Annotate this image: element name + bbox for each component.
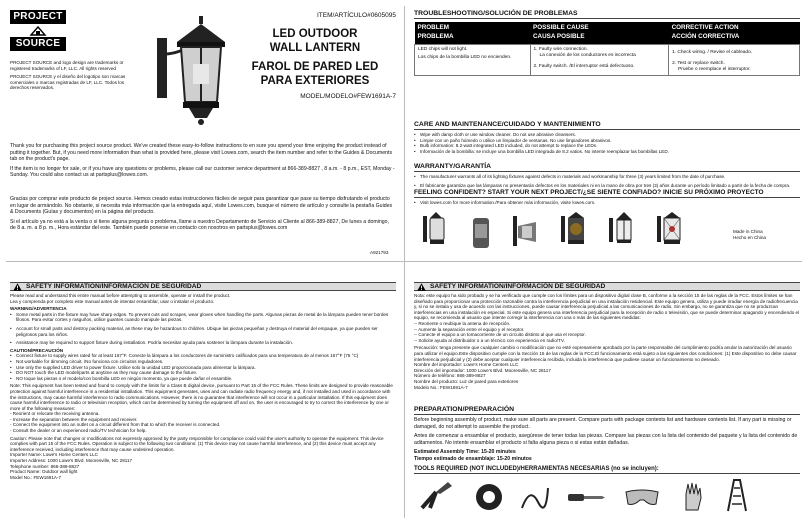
cause-cell xyxy=(530,44,669,76)
list-item xyxy=(414,149,800,155)
fcc-measure: - Connect the equipment into an outlet on a circuit different from that to which the receiver is connected. xyxy=(10,422,221,428)
screwdriver-icon xyxy=(566,482,606,512)
safety-left-body xyxy=(10,293,396,480)
importador-line: Modelo No.: FEW1691A-7 xyxy=(414,384,468,390)
safety-right-section xyxy=(414,282,800,390)
care-item-es-2: Información de la bombilla: se incluye una bombilla LED integrada de 8.2 vatios. No intente reemplazar las bombillas LED. xyxy=(420,148,669,154)
logo-line-1: PROJECT xyxy=(10,10,66,24)
fcc-medida: -- Solicite ayuda al distribuidor o a un técnico con experiencia en radio/TV. xyxy=(414,337,565,343)
warranty-title: WARRANTY/GARANTÍA xyxy=(414,163,800,172)
intro-english xyxy=(10,143,396,182)
next-project-section xyxy=(414,189,800,252)
preparation-es: Antes de comenzar a ensamblar el producto, asegúrese de tener todas las piezas. Compare las piezas con la lista del contenido del paquete y la lista del contenido de aditamentos. No intente ensamblar el producto si falta alguna pieza o si estas están dañadas. xyxy=(414,433,798,446)
importer-line: Product Name: Outdoor wall light xyxy=(10,469,78,475)
safety-glasses-icon xyxy=(622,482,662,512)
care-item-es-1: Limpie con un paño húmedo o utilice un limpiador de ventanas. No use limpiadores abrasivos. xyxy=(420,137,612,143)
tools-title: TOOLS REQUIRED (NOT INCLUDED)/HERRAMIENTAS NECESARIAS (no se incluyen): xyxy=(414,466,800,474)
preparation-body xyxy=(414,417,800,462)
related-product-lantern-1 xyxy=(422,210,450,252)
warning-icon xyxy=(417,283,426,291)
care-section xyxy=(414,121,800,154)
preparation-title: PREPARATION/PREPARACIÓN xyxy=(414,406,800,415)
assembly-time-es: Tiempo estimado de ensamblaje: 15-20 minutos xyxy=(414,455,532,462)
header-problem xyxy=(415,22,531,44)
warranty-en: • The manufacturer warrants all of its lighting fixtures against defects in materials and workmanship for three (3) years limited from the date of purchase. xyxy=(414,174,800,180)
safety-right-title: SAFETY INFORMATION/INFORMACIÓN DE SEGURIDAD xyxy=(430,283,606,290)
problem-en: LED chips will not light. xyxy=(418,46,468,52)
preparation-section xyxy=(414,406,800,512)
wire-stripper-icon xyxy=(418,478,458,512)
header-problem-es: PROBLEMA xyxy=(417,32,454,40)
header-cause xyxy=(530,22,669,44)
fcc-note-es: Nota: este equipo ha sido probado y se ha verificado que cumple con los límites para un dispositivo digital clase B, conforme a la sección 15 de las reglas de la FCC. Estos límites se han diseñado para proporcionar una protección razonable contra la interferencia perjudicial en una instalación residencial. Este equipo genera, utiliza y puede irradiar energía de radiofrecuencia y, si no se instala y usa de acuerdo con las instrucciones, puede causar interferencia perjudicial a las comunicaciones de radio. Sin embargo, no se garantiza que no se produzcan interferencias en una instalación en especial. Si este equipo genera una interferencia perjudicial para la recepción de radio o televisión, que se puede determinar apagando y encendiendo el equipo, se recomienda al usuario que intente corregir la interferencia con una o más de las siguientes medidas: xyxy=(414,293,800,321)
header-action xyxy=(669,22,800,44)
problem-cell xyxy=(415,44,531,76)
next-project-list xyxy=(414,200,800,206)
title-en-line-1: LED OUTDOOR xyxy=(272,28,358,41)
importador-line: Nombre del importador: Lowe's Home Centers LLC xyxy=(414,362,519,368)
fcc-measure: - Reorient or relocate the receiving antenna. xyxy=(10,411,100,417)
troubleshooting-title: TROUBLESHOOTING/SOLUCIÓN DE PROBLEMAS xyxy=(414,10,800,19)
header-problem-en: PROBLEM xyxy=(417,24,449,31)
fcc-medida: -- Reoriente o reubique la antena de recepción. xyxy=(414,320,511,326)
title-block xyxy=(234,12,396,102)
related-product-classic xyxy=(608,210,636,252)
wire-icon xyxy=(520,482,550,512)
origin-label xyxy=(733,229,766,240)
title-en xyxy=(234,28,396,55)
intro-es-paragraph-1: Gracias por comprar este producto de project source. Hemos creado estas instrucciones fáciles de seguir para garantizar que pase su tiempo disfrutando el producto en lugar de armándolo. No obstante, si necesita más información que la entregada aquí, visite Lowes.com, busque el número de artículo y consulte la pestaña Guides & Documents (Guías y documentos) en la página del producto. xyxy=(10,196,393,215)
made-in-en: Made in China xyxy=(733,229,763,234)
problem-es: Los chips de la bombilla LED no encienden. xyxy=(418,54,512,60)
related-product-ornate xyxy=(560,210,588,252)
list-item: • DO NOT touch the LED model/parts at anytime as they may cause damage to the fixture. xyxy=(10,370,396,376)
action-cell xyxy=(669,44,800,76)
safety-intro-en: Please read and understand this entire manual before attempting to assemble, operate or install the product. xyxy=(10,293,231,298)
list-item: • Connect fixture to supply wires rated for at least 167°F. Conecte la lámpara a los conductores de suministro calificados para una temperatura de al menos 167°F (75 °C) xyxy=(10,353,396,359)
trademark-notice xyxy=(10,60,132,91)
list-item: • Account for small parts and destroy packing material, as these may be hazardous to children. Ubique las piezas pequeñas y destruya el material del empaque, ya que pueden ser peligrosos para los niños. xyxy=(10,326,396,337)
logo-line-2: SOURCE xyxy=(10,37,66,51)
importador-line: Nombre del producto: Luz de pared para exteriores xyxy=(414,378,519,384)
related-product-sconce xyxy=(512,212,540,252)
title-es xyxy=(234,61,396,88)
safety-right-title-bar xyxy=(414,282,800,291)
importer-line: Importer Name: Lowe's Home Centers LLC xyxy=(10,452,98,458)
list-item: • Assistance may be required to support fixture during installation. Podría necesitar ayuda para sostener la lámpara durante la instalación. xyxy=(10,340,396,346)
tools-row xyxy=(414,478,800,512)
title-es-line-1: FAROL DE PARED LED xyxy=(251,61,379,74)
fcc-note-en: Note: This equipment has been tested and found to comply with the limits for a Class B digital device, pursuant to Part 15 of the FCC Rules. These limits are designed to provide reasonable protection against harmful interference in a residential installation. This equipment generates, uses and can radiate radio frequency energy and, if not installed and used in accordance with the instructions, may cause harmful interference to radio communications. However, there is no guarantee that interference will not occur in a particular installation. If this equipment does cause harmful interference to radio or television reception, which can be determined by turning the equipment off and on, the user is encouraged to try to correct the interference by one or more of the following measures: xyxy=(10,383,393,411)
cause-1-es: La conexión de los conductores es incorrecta xyxy=(539,52,636,58)
warning-list xyxy=(10,312,396,346)
header-cause-es: CAUSA POSIBLE xyxy=(533,32,585,40)
fcc-measure: - Consult the dealer or an experienced radio/TV technician for help. xyxy=(10,428,147,434)
made-in-es: Hecho en China xyxy=(733,234,766,240)
document-code: A921793 xyxy=(370,250,389,255)
assembly-time-en: Estimated Assembly Time: 15-20 minutes xyxy=(414,449,516,455)
caution-label: CAUTION/PRECAUCIÓN xyxy=(10,347,64,353)
fcc-caution-es: Precaución: tenga presente que cualquier cambio o modificación que no esté expresamente aprobado por la parte responsable del cumplimiento podría anular la autorización del usuario para utilizar el equipo.Este dispositivo cumple con la Sección 15 de las reglas de la FCC.El funcionamiento está sujeto a las siguientes dos condiciones: (1) Este dispositivo no debe causar interferencia perjudicial y (2) debe aceptar cualquier interferencia recibida, incluida la interferencia que pudiese causar un funcionamiento no deseado. xyxy=(414,345,797,362)
cause-2: 2. Faulty switch. /El interruptor está defectuoso. xyxy=(533,64,635,70)
safety-right-body xyxy=(414,293,800,390)
caution-list xyxy=(10,353,396,381)
care-list xyxy=(414,132,800,154)
warning-icon xyxy=(13,283,22,291)
electrical-tape-icon xyxy=(474,482,504,512)
importer-line: Telephone number: 866-389-8827 xyxy=(10,463,80,469)
list-item: • Some metal parts in the fixture may have sharp edges. To prevent cuts and scrapes, wear gloves when handling the parts. Algunas piezas de metal de la lámpara pueden tener bordes filosos. Para evitar cortes y rasguños, utilice guantes cuando manipule las piezas. xyxy=(10,312,396,323)
action-2-en: 2. Test or replace switch. xyxy=(672,60,725,66)
troubleshooting-table xyxy=(414,22,800,76)
warranty-section xyxy=(414,163,800,188)
importer-line: Model No.: FEW1691A-7 xyxy=(10,474,62,480)
warning-label: WARNING/ADVERTENCIA xyxy=(10,306,67,312)
fcc-measure: - Increase the separation between the equipment and receiver. xyxy=(10,416,138,422)
importer-line: Importer Address: 1000 Lowe's Blvd. Mooresville, NC 28117 xyxy=(10,458,133,464)
page-divider-horizontal xyxy=(6,261,802,262)
trademark-es: PROJECT SOURCE y el diseño del logotipo son marcas comerciales o marcas registradas de LF, LLC. Todos los derechos reservados. xyxy=(10,74,126,91)
warranty-es: • El fabricante garantiza que las lámparas no presentarán defectos en los materiales ni en la mano de obra por tres (3) años durante un período limitado a partir de la fecha de compra. xyxy=(414,183,800,189)
warranty-list xyxy=(414,174,800,188)
header-action-es: ACCIÓN CORRECTIVA xyxy=(671,32,740,40)
table-row xyxy=(415,44,800,76)
intro-spanish xyxy=(10,196,396,235)
troubleshooting-section xyxy=(414,10,800,76)
preparation-en: Before beginning assembly of product, make sure all parts are present. Compare parts with package contents list and hardware contents list. If any part is missing or damaged, do not attempt to assemble the product. xyxy=(414,417,792,430)
care-title: CARE AND MAINTENANCE/CUIDADO Y MANTENIMIENTO xyxy=(414,121,800,130)
list-item: • Not workable for dimming circuit. /No funciona con circuitos reguladores. xyxy=(10,359,396,365)
fcc-medida: -- Aumente la separación entre el equipo y el receptor. xyxy=(414,326,525,332)
action-2-es: Pruebe o reemplace el interruptor. xyxy=(678,67,751,73)
list-item: • Bulb information: 8.2-watt integrated LED included, do not attempt to replace the LEDs. xyxy=(414,143,800,149)
troubleshooting-header-row xyxy=(415,22,800,44)
gloves-icon xyxy=(678,480,708,512)
model-number: MODEL/MODELO#FEW1691A-7 xyxy=(300,93,396,101)
intro-es-paragraph-2: Si el artículo ya no está a la venta o si tiene alguna pregunta o problema, llame a nuestro Departamento de Servicio al Cliente al 866-389-8827, De lunes a domingo, de 8 a. m. a 8 p. m., Hora estándar del este. También puede ponerse en contacto con nosotros en partsplus@lowes.com xyxy=(10,218,389,231)
related-product-cylinder xyxy=(470,212,492,252)
logo-emblem xyxy=(10,24,66,37)
fcc-medida: -- Conecte el equipo a un tomacorriente de un circuito distinto al que usa el receptor. xyxy=(414,332,586,338)
importador-line: Dirección del importador: 1000 Lowe's Blvd. Mooresville, NC 28117 xyxy=(414,367,551,373)
safety-left-section xyxy=(10,282,396,480)
brand-logo xyxy=(10,10,66,51)
fcc-caution-en: Caution: Please note that changes or modifications not expressly approved by the party responsible for compliance could void the user's authority to operate the equipment. This device complies with part 15 of the FCC Rules. Operation is subject to the following two conditions: (1) This device may not cause harmful interference, and (2) this device must accept any interference received, including interference that may cause undesired operation. xyxy=(10,435,384,452)
trademark-en: PROJECT SOURCE and logo design are trademarks or registered trademarks of LF, LLC. All rights reserved xyxy=(10,60,124,71)
list-item: • Use only the supplied LED driver to power fixture. Utilice solo la unidad LED proporcionada para alimentar la lámpara. xyxy=(10,365,396,371)
next-project-title: FEELING CONFIDENT? START YOUR NEXT PROJECT/¿SE SIENTE CONFIADO? INICIE SU PRÓXIMO PROYECTO xyxy=(414,189,800,198)
lantern-illustration xyxy=(155,12,233,130)
header-action-en: CORRECTIVE ACTION xyxy=(671,24,739,31)
importador-line: Número de teléfono: 866-389-8827 xyxy=(414,373,486,379)
item-number: ITEM/ARTÍCULO#0605095 xyxy=(317,12,396,19)
safety-left-title: SAFETY INFORMATION/INFORMACIÓN DE SEGURIDAD xyxy=(26,283,202,290)
page-divider-vertical xyxy=(404,6,405,518)
title-en-line-2: WALL LANTERN xyxy=(269,41,361,54)
safety-left-title-bar xyxy=(10,282,396,291)
related-product-leaded xyxy=(656,210,684,252)
intro-en-paragraph-2: If the item is no longer for sale, or if you have any questions or problems, please call our customer service department at 866-389-8827 , 8 a.m. - 8 p.m., EST, Monday - Sunday. You could also contact us at partsplus@lowes.com. xyxy=(10,165,395,178)
list-item: • NO toque las piezas o el modelo/con bombilla LED en ningún momento, ya que puede dañar el ensamble. xyxy=(10,376,396,382)
intro-en-paragraph-1: Thank you for purchasing this project source product. We've created these easy-to-follow instructions to en sure you spend your time enjoying the product instead of putting it together. But, if you need more information than what is provided here, please visit Lowes.com, search the item number and refer to the Guides & Documents tab on the product's page. xyxy=(10,143,393,162)
next-project-text: • Visit lowes.com for more information./Para obtener más información, visite lowes.com. xyxy=(414,200,800,206)
ladder-icon xyxy=(724,478,750,512)
safety-intro-es: Lea y comprenda por completo este manual antes de intentar ensamblar, usar o instalar el producto. xyxy=(10,298,215,304)
header-cause-en: POSSIBLE CAUSE xyxy=(533,24,589,31)
title-es-line-2: PARA EXTERIORES xyxy=(260,74,370,87)
action-1: 1. Check wiring. / Revise el cableado. xyxy=(672,49,753,55)
list-item: • Wipe with damp cloth or use window cleaner. Do not use abrasive cleansers. xyxy=(414,132,800,138)
cause-1-en: 1. Faulty wire connection. xyxy=(533,46,588,52)
